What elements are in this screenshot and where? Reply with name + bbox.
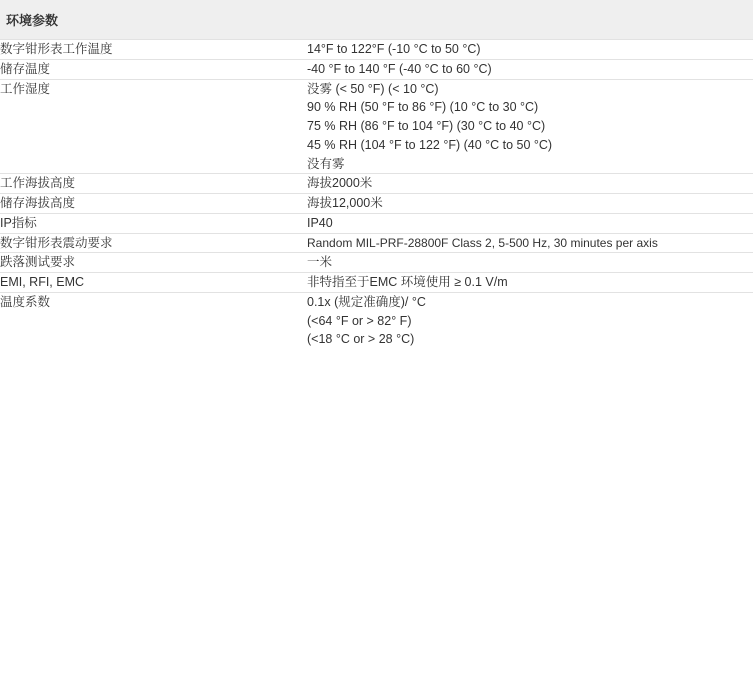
spec-value: 非特指至于EMC 环境使用 ≥ 0.1 V/m: [307, 273, 753, 293]
spec-label: 储存温度: [0, 59, 307, 79]
spec-value: Random MIL-PRF-28800F Class 2, 5-500 Hz, 30 minutes per axis: [307, 233, 753, 253]
spec-label: 温度系数: [0, 292, 307, 311]
table-row: [0, 79, 753, 98]
table-row: [0, 253, 753, 273]
spec-label: IP指标: [0, 213, 307, 233]
spec-label: EMI, RFI, EMC: [0, 273, 307, 293]
spec-value: (<18 °C or > 28 °C): [307, 332, 415, 347]
spec-label-empty: [0, 117, 307, 136]
spec-value: 75 % RH (86 °F to 104 °F) (30 °C to 40 °C): [307, 119, 546, 133]
table-row: [0, 174, 753, 194]
spec-label-empty: [0, 98, 307, 117]
spec-value: 没有雾: [307, 156, 345, 171]
spec-label: 工作海拔高度: [0, 174, 307, 194]
spec-label-empty: [0, 312, 307, 331]
table-row-continuation: [0, 117, 753, 136]
spec-value: 90 % RH (50 °F to 86 °F) (10 °C to 30 °C): [307, 100, 539, 115]
table-row: [0, 40, 753, 60]
spec-value: 没雾 (< 50 °F) (< 10 °C): [307, 79, 753, 98]
table-row: [0, 292, 753, 311]
table-row: [0, 194, 753, 214]
table-row: [0, 59, 753, 79]
spec-label-empty: [0, 136, 307, 155]
spec-label: 工作湿度: [0, 79, 307, 98]
table-row-continuation: [0, 155, 753, 174]
spec-value: IP40: [307, 213, 753, 233]
section-header-row: [0, 0, 753, 40]
table-row: [0, 273, 753, 293]
table-row-continuation: [0, 330, 753, 349]
spec-value: 海拔2000米: [307, 174, 753, 194]
spec-value: (<64 °F or > 82° F): [307, 313, 412, 328]
table-row: [0, 233, 753, 253]
section-title: 环境参数: [0, 0, 753, 40]
table-row-continuation: [0, 136, 753, 155]
spec-label-empty: [0, 330, 307, 349]
spec-value: 14°F to 122°F (-10 °C to 50 °C): [307, 40, 753, 60]
spec-label: 数字钳形表震动要求: [0, 233, 307, 253]
spec-value: 一米: [307, 253, 753, 273]
spec-value: 0.1x (规定准确度)/ °C: [307, 292, 753, 311]
table-row: [0, 213, 753, 233]
spec-value: 45 % RH (104 °F to 122 °F) (40 °C to 50 °C): [307, 137, 553, 152]
spec-value: -40 °F to 140 °F (-40 °C to 60 °C): [307, 59, 753, 79]
spec-label: 跌落测试要求: [0, 253, 307, 273]
table-row-continuation: [0, 312, 753, 331]
spec-value: 海拔12,000米: [307, 194, 753, 214]
spec-label: 数字钳形表工作温度: [0, 40, 307, 60]
spec-label: 储存海拔高度: [0, 194, 307, 214]
table-row-continuation: [0, 98, 753, 117]
spec-label-empty: [0, 155, 307, 174]
